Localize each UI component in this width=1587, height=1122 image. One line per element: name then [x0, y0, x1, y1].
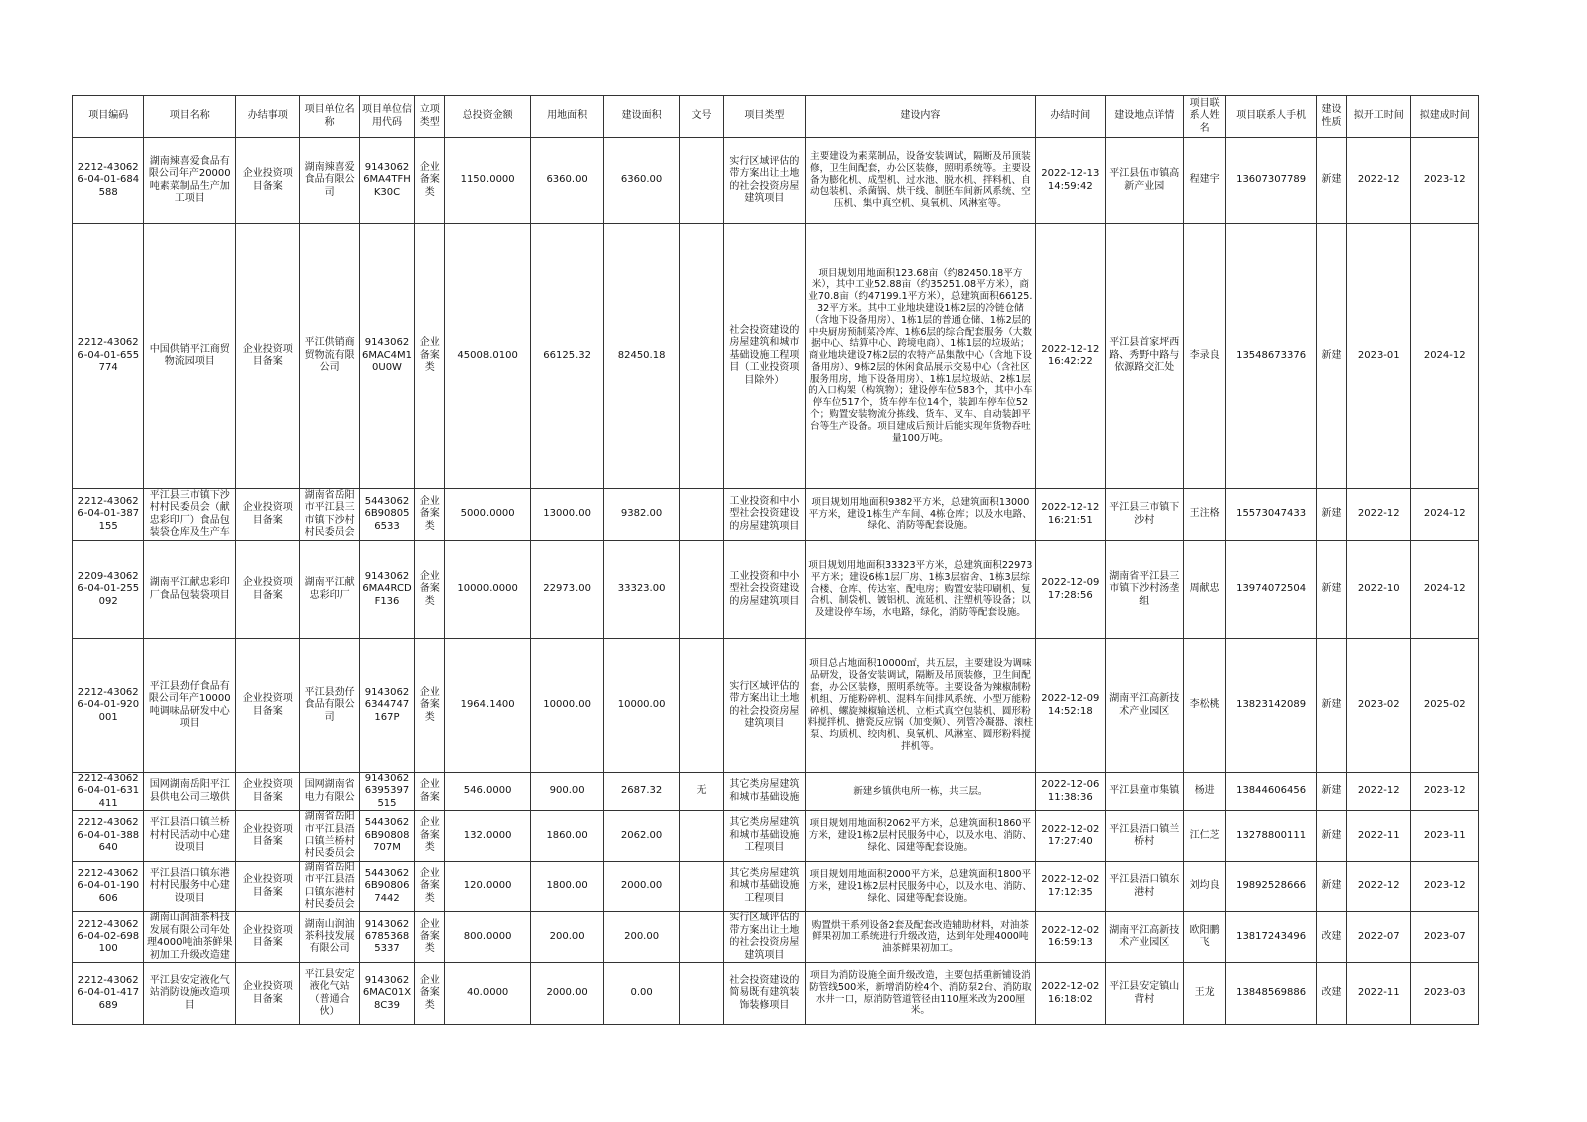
project-type-cell: 实行区域评估的带方案出让土地的社会投资房屋建筑项目	[724, 138, 806, 224]
doc-number-cell	[679, 489, 723, 541]
unit-name-cell: 湖南省岳阳市平江县浯口镇东港村村民委员会	[300, 861, 359, 912]
credit-code-cell: 914306267853685337	[359, 912, 414, 963]
end-date-cell: 2023-12	[1411, 773, 1479, 811]
doc-number-cell	[679, 541, 723, 639]
build-content-cell: 项目为消防设施全面升级改造，主要包括重新铺设消防管线500米，新增消防栓4个、消防泵2台、消防取水井一口，原消防管道管径由110厘米改为200厘米。	[805, 963, 1035, 1025]
handled-matter-cell: 企业投资项目备案	[236, 489, 300, 541]
column-header: 立项类型	[415, 96, 445, 138]
handled-matter-cell: 企业投资项目备案	[236, 773, 300, 811]
contact-phone-cell: 15573047433	[1226, 489, 1317, 541]
project-code-cell: 2212-430626-04-01-190606	[73, 861, 144, 912]
land-area-cell: 22973.00	[530, 541, 603, 639]
build-location-cell: 平江县浯口镇东港村	[1105, 861, 1184, 912]
handled-matter-cell: 企业投资项目备案	[236, 811, 300, 862]
project-code-cell: 2212-430626-04-01-631411	[73, 773, 144, 811]
unit-name-cell: 湖南辣喜爱食品有限公司	[300, 138, 359, 224]
unit-name-cell: 平江县安定液化气站（普通合伙）	[300, 963, 359, 1025]
build-area-cell: 33323.00	[604, 541, 679, 639]
contact-phone-cell: 13844606456	[1226, 773, 1317, 811]
approval-type-cell: 企业备案类	[415, 963, 445, 1025]
build-area-cell: 2000.00	[604, 861, 679, 912]
project-type-cell: 其它类房屋建筑和城市基础设施工程项目	[724, 861, 806, 912]
build-location-cell: 平江县伍市镇高新产业园	[1105, 138, 1184, 224]
build-content-cell: 项目规划用地面积2000平方米，总建筑面积1800平方米，建设1栋2层村民服务中心，以及水电、消防、绿化、园建等配套设施。	[805, 861, 1035, 912]
total-investment-cell: 546.0000	[445, 773, 531, 811]
column-header: 总投资金额	[445, 96, 531, 138]
table-row	[73, 541, 1479, 639]
total-investment-cell: 800.0000	[445, 912, 531, 963]
build-content-cell: 项目总占地面积10000㎡，共五层，主要建设为调味品研发，设备安装调试，隔断及吊顶装修，卫生间配套，办公区装修，照明系统等。主要设备为辣椒制粉机组、万能粉碎机、混料车间排风系统、小型万能粉碎机、螺旋辣椒输送机、立柜式真空包装机、圆形粉料搅拌机、搪瓷反应锅（加变频）、列管冷凝器、滚柱泵、均质机、绞肉机、臭氧机、风淋室、圆形粉料搅拌机等。	[805, 639, 1035, 773]
build-location-cell: 湖南平江高新技术产业园区	[1105, 912, 1184, 963]
land-area-cell: 13000.00	[530, 489, 603, 541]
land-area-cell: 1860.00	[530, 811, 603, 862]
handled-matter-cell: 企业投资项目备案	[236, 224, 300, 489]
credit-code-cell: 91430626395397515	[359, 773, 414, 811]
project-type-cell: 社会投资建设的简易既有建筑装饰装修项目	[724, 963, 806, 1025]
approval-type-cell: 企业备案类	[415, 912, 445, 963]
credit-code-cell: 54430626B908067442	[359, 861, 414, 912]
build-content-cell: 项目规划用地面积9382平方米，总建筑面积13000平方米，建设1栋生产车间、4栋仓库；以及水电路、绿化、消防等配套设施。	[805, 489, 1035, 541]
build-location-cell: 湖南省平江县三市镇下沙村汤垄组	[1105, 541, 1184, 639]
column-header: 建设内容	[805, 96, 1035, 138]
header-row	[73, 96, 1479, 138]
end-date-cell: 2023-11	[1411, 811, 1479, 862]
total-investment-cell: 10000.0000	[445, 541, 531, 639]
build-content-cell: 主要建设为素菜制品，设备安装调试，隔断及吊顶装修，卫生间配套，办公区装修，照明系统等。主要设备为膨化机、成型机、过水池、脱水机、拌料机、自动包装机、杀菌锅、烘干线、制胚车间新风系统、空压机、集中真空机、臭氧机、风淋室等。	[805, 138, 1035, 224]
contact-phone-cell: 13817243496	[1226, 912, 1317, 963]
build-content-cell: 项目规划用地面积33323平方米，总建筑面积22973平方米；建设6栋1层厂房、1栋3层宿舍、1栋3层综合楼、仓库、传达室、配电房；购置安装印刷机、复合机、制袋机、镀铝机、流延机、注塑机等设备；以及建设停车场，水电路，绿化，消防等配套设施。	[805, 541, 1035, 639]
table-row	[73, 773, 1479, 811]
column-header: 项目联系人手机	[1226, 96, 1317, 138]
table-row	[73, 639, 1479, 773]
doc-number-cell	[679, 138, 723, 224]
approval-type-cell: 企业备案	[415, 773, 445, 811]
project-code-cell: 2212-430626-04-01-920001	[73, 639, 144, 773]
project-name-cell: 平江县浯口镇兰桥村村民活动中心建设项目	[144, 811, 236, 862]
contact-name-cell: 欧阳鹏飞	[1184, 912, 1226, 963]
end-date-cell: 2024-12	[1411, 224, 1479, 489]
build-nature-cell: 新建	[1316, 861, 1346, 912]
total-investment-cell: 5000.0000	[445, 489, 531, 541]
contact-phone-cell: 13848569886	[1226, 963, 1317, 1025]
contact-name-cell: 刘均良	[1184, 861, 1226, 912]
handled-matter-cell: 企业投资项目备案	[236, 639, 300, 773]
contact-name-cell: 程建宇	[1184, 138, 1226, 224]
build-area-cell: 200.00	[604, 912, 679, 963]
approval-type-cell: 企业备案类	[415, 224, 445, 489]
total-investment-cell: 40.0000	[445, 963, 531, 1025]
finish-time-cell: 2022-12-02 16:18:02	[1036, 963, 1105, 1025]
start-date-cell: 2022-07	[1347, 912, 1411, 963]
build-area-cell: 0.00	[604, 963, 679, 1025]
build-location-cell: 平江县浯口镇兰桥村	[1105, 811, 1184, 862]
handled-matter-cell: 企业投资项目备案	[236, 963, 300, 1025]
build-content-cell: 项目规划用地面积123.68亩（约82450.18平方米），其中工业52.88亩（约35251.08平方米），商业70.8亩（约47199.1平方米），总建筑面积66125.32平方米。其中工业地块建设1栋2层的冷链仓储（含地下设备用房）、1栋1层的普通仓储、1栋2层的中央厨房预制菜冷库、1栋6层的综合配套服务（大数据中心、结算中心、跨境电商）、1栋1层的垃圾站；商业地块建设7栋2层的农特产品集散中心（含地下设备用房）、9栋2层的休闲食品展示交易中心（含社区服务用房，地下设备用房）、1栋1层垃圾站、2栋1层的入口构架（构筑物）；建设停车位583个，其中小车停车位517个，货车停车位14个，装卸车停车位52个；购置安装物流分拣线、货车、叉车、自动装卸平台等生产设备。项目建成后预计后能实现年货物吞吐量100万吨。	[805, 224, 1035, 489]
project-name-cell: 中国供销平江商贸物流园项目	[144, 224, 236, 489]
column-header: 文号	[679, 96, 723, 138]
column-header: 办结时间	[1036, 96, 1105, 138]
table-row	[73, 489, 1479, 541]
project-type-cell: 工业投资和中小型社会投资建设的房屋建筑项目	[724, 489, 806, 541]
build-area-cell: 2062.00	[604, 811, 679, 862]
table-row	[73, 912, 1479, 963]
project-name-cell: 平江县三市镇下沙村村民委员会（献忠彩印厂）食品包装袋仓库及生产车	[144, 489, 236, 541]
unit-name-cell: 湖南平江献忠彩印厂	[300, 541, 359, 639]
project-code-cell: 2212-430626-04-01-655774	[73, 224, 144, 489]
contact-name-cell: 杨进	[1184, 773, 1226, 811]
start-date-cell: 2022-12	[1347, 489, 1411, 541]
contact-name-cell: 李松桃	[1184, 639, 1226, 773]
contact-name-cell: 周献忠	[1184, 541, 1226, 639]
end-date-cell: 2023-12	[1411, 138, 1479, 224]
build-location-cell: 平江县三市镇下沙村	[1105, 489, 1184, 541]
build-nature-cell: 新建	[1316, 489, 1346, 541]
build-nature-cell: 新建	[1316, 639, 1346, 773]
start-date-cell: 2022-11	[1347, 811, 1411, 862]
build-nature-cell: 新建	[1316, 224, 1346, 489]
project-table	[72, 95, 1479, 1025]
credit-code-cell: 91430626MAC01X8C39	[359, 963, 414, 1025]
column-header: 建设面积	[604, 96, 679, 138]
project-type-cell: 实行区域评估的带方案出让土地的社会投资房屋建筑项目	[724, 912, 806, 963]
total-investment-cell: 45008.0100	[445, 224, 531, 489]
column-header: 项目名称	[144, 96, 236, 138]
build-location-cell: 平江县安定镇山背村	[1105, 963, 1184, 1025]
column-header: 建设性质	[1316, 96, 1346, 138]
finish-time-cell: 2022-12-13 14:59:42	[1036, 138, 1105, 224]
total-investment-cell: 1150.0000	[445, 138, 531, 224]
contact-name-cell: 王注格	[1184, 489, 1226, 541]
finish-time-cell: 2022-12-02 17:12:35	[1036, 861, 1105, 912]
table-row	[73, 224, 1479, 489]
start-date-cell: 2022-10	[1347, 541, 1411, 639]
credit-code-cell: 91430626MA4RCDF136	[359, 541, 414, 639]
column-header: 项目单位信用代码	[359, 96, 414, 138]
land-area-cell: 6360.00	[530, 138, 603, 224]
contact-phone-cell: 13823142089	[1226, 639, 1317, 773]
start-date-cell: 2022-12	[1347, 861, 1411, 912]
project-name-cell: 湖南山润油茶科技发展有限公司年处理4000吨油茶鲜果初加工升级改造建	[144, 912, 236, 963]
contact-phone-cell: 13607307789	[1226, 138, 1317, 224]
build-location-cell: 平江县首家坪西路、秀野中路与依源路交汇处	[1105, 224, 1184, 489]
column-header: 项目编码	[73, 96, 144, 138]
contact-phone-cell: 19892528666	[1226, 861, 1317, 912]
column-header: 项目类型	[724, 96, 806, 138]
total-investment-cell: 1964.1400	[445, 639, 531, 773]
doc-number-cell	[679, 861, 723, 912]
project-name-cell: 平江县安定液化气站消防设施改造项目	[144, 963, 236, 1025]
contact-name-cell: 李录良	[1184, 224, 1226, 489]
project-name-cell: 国网湖南岳阳平江县供电公司三墩供	[144, 773, 236, 811]
finish-time-cell: 2022-12-12 16:42:22	[1036, 224, 1105, 489]
unit-name-cell: 湖南省岳阳市平江县浯口镇兰桥村村民委员会	[300, 811, 359, 862]
doc-number-cell	[679, 224, 723, 489]
approval-type-cell: 企业备案类	[415, 861, 445, 912]
project-name-cell: 平江县浯口镇东港村村民服务中心建设项目	[144, 861, 236, 912]
table-row	[73, 861, 1479, 912]
land-area-cell: 200.00	[530, 912, 603, 963]
finish-time-cell: 2022-12-09 14:52:18	[1036, 639, 1105, 773]
start-date-cell: 2022-12	[1347, 138, 1411, 224]
build-area-cell: 10000.00	[604, 639, 679, 773]
build-location-cell: 平江县童市集镇	[1105, 773, 1184, 811]
credit-code-cell: 54430626B90808707M	[359, 811, 414, 862]
doc-number-cell	[679, 811, 723, 862]
build-content-cell: 项目规划用地面积2062平方米，总建筑面积1860平方米，建设1栋2层村民服务中心，以及水电、消防、绿化、园建等配套设施。	[805, 811, 1035, 862]
project-name-cell: 湖南辣喜爱食品有限公司年产20000吨素菜制品生产加工项目	[144, 138, 236, 224]
handled-matter-cell: 企业投资项目备案	[236, 138, 300, 224]
approval-type-cell: 企业备案类	[415, 541, 445, 639]
end-date-cell: 2023-07	[1411, 912, 1479, 963]
contact-phone-cell: 13548673376	[1226, 224, 1317, 489]
approval-type-cell: 企业备案类	[415, 811, 445, 862]
finish-time-cell: 2022-12-02 16:59:13	[1036, 912, 1105, 963]
column-header: 办结事项	[236, 96, 300, 138]
unit-name-cell: 国网湖南省电力有限公	[300, 773, 359, 811]
approval-type-cell: 企业备案类	[415, 489, 445, 541]
project-type-cell: 社会投资建设的房屋建筑和城市基础设施工程项目（工业投资项目除外）	[724, 224, 806, 489]
build-nature-cell: 新建	[1316, 138, 1346, 224]
credit-code-cell: 91430626344747167P	[359, 639, 414, 773]
build-area-cell: 82450.18	[604, 224, 679, 489]
land-area-cell: 66125.32	[530, 224, 603, 489]
project-code-cell: 2212-430626-04-01-388640	[73, 811, 144, 862]
handled-matter-cell: 企业投资项目备案	[236, 912, 300, 963]
end-date-cell: 2024-12	[1411, 541, 1479, 639]
approval-type-cell: 企业备案类	[415, 138, 445, 224]
credit-code-cell: 54430626B908056533	[359, 489, 414, 541]
start-date-cell: 2023-01	[1347, 224, 1411, 489]
project-code-cell: 2212-430626-04-01-684588	[73, 138, 144, 224]
unit-name-cell: 湖南省岳阳市平江县三市镇下沙村村民委员会	[300, 489, 359, 541]
project-code-cell: 2209-430626-04-01-255092	[73, 541, 144, 639]
column-header: 拟开工时间	[1347, 96, 1411, 138]
column-header: 建设地点详情	[1105, 96, 1184, 138]
land-area-cell: 10000.00	[530, 639, 603, 773]
build-nature-cell: 改建	[1316, 963, 1346, 1025]
project-code-cell: 2212-430626-04-01-417689	[73, 963, 144, 1025]
column-header: 项目联系人姓名	[1184, 96, 1226, 138]
doc-number-cell	[679, 639, 723, 773]
build-area-cell: 6360.00	[604, 138, 679, 224]
project-name-cell: 湖南平江献忠彩印厂食品包装袋项目	[144, 541, 236, 639]
start-date-cell: 2023-02	[1347, 639, 1411, 773]
contact-phone-cell: 13974072504	[1226, 541, 1317, 639]
total-investment-cell: 132.0000	[445, 811, 531, 862]
end-date-cell: 2024-12	[1411, 489, 1479, 541]
contact-name-cell: 江仁芝	[1184, 811, 1226, 862]
land-area-cell: 900.00	[530, 773, 603, 811]
doc-number-cell	[679, 963, 723, 1025]
handled-matter-cell: 企业投资项目备案	[236, 861, 300, 912]
project-name-cell: 平江县劲仔食品有限公司年产10000吨调味品研发中心项目	[144, 639, 236, 773]
project-type-cell: 其它类房屋建筑和城市基础设施	[724, 773, 806, 811]
end-date-cell: 2023-12	[1411, 861, 1479, 912]
project-type-cell: 实行区域评估的带方案出让土地的社会投资房屋建筑项目	[724, 639, 806, 773]
contact-phone-cell: 13278800111	[1226, 811, 1317, 862]
column-header: 用地面积	[530, 96, 603, 138]
build-area-cell: 9382.00	[604, 489, 679, 541]
project-type-cell: 工业投资和中小型社会投资建设的房屋建筑项目	[724, 541, 806, 639]
build-nature-cell: 新建	[1316, 541, 1346, 639]
build-area-cell: 2687.32	[604, 773, 679, 811]
finish-time-cell: 2022-12-02 17:27:40	[1036, 811, 1105, 862]
handled-matter-cell: 企业投资项目备案	[236, 541, 300, 639]
build-nature-cell: 新建	[1316, 773, 1346, 811]
start-date-cell: 2022-12	[1347, 773, 1411, 811]
table-row	[73, 963, 1479, 1025]
finish-time-cell: 2022-12-06 11:38:36	[1036, 773, 1105, 811]
unit-name-cell: 平江供销商贸物流有限公司	[300, 224, 359, 489]
unit-name-cell: 平江县劲仔食品有限公司	[300, 639, 359, 773]
project-code-cell: 2212-430626-04-01-387155	[73, 489, 144, 541]
finish-time-cell: 2022-12-12 16:21:51	[1036, 489, 1105, 541]
end-date-cell: 2025-02	[1411, 639, 1479, 773]
end-date-cell: 2023-03	[1411, 963, 1479, 1025]
doc-number-cell: 无	[679, 773, 723, 811]
build-nature-cell: 改建	[1316, 912, 1346, 963]
column-header: 拟建成时间	[1411, 96, 1479, 138]
table-body	[73, 138, 1479, 1025]
credit-code-cell: 91430626MA4TFHK30C	[359, 138, 414, 224]
total-investment-cell: 120.0000	[445, 861, 531, 912]
doc-number-cell	[679, 912, 723, 963]
unit-name-cell: 湖南山润油茶科技发展有限公司	[300, 912, 359, 963]
table-row	[73, 138, 1479, 224]
project-type-cell: 其它类房屋建筑和城市基础设施工程项目	[724, 811, 806, 862]
build-content-cell: 购置烘干系列设备2套及配套改造辅助材料，对油茶鲜果初加工系统进行升级改造，达到年处理4000吨油茶鲜果初加工。	[805, 912, 1035, 963]
build-location-cell: 湖南平江高新技术产业园区	[1105, 639, 1184, 773]
contact-name-cell: 王龙	[1184, 963, 1226, 1025]
approval-type-cell: 企业备案类	[415, 639, 445, 773]
credit-code-cell: 91430626MAC4M10U0W	[359, 224, 414, 489]
start-date-cell: 2022-11	[1347, 963, 1411, 1025]
build-nature-cell: 新建	[1316, 811, 1346, 862]
finish-time-cell: 2022-12-09 17:28:56	[1036, 541, 1105, 639]
land-area-cell: 2000.00	[530, 963, 603, 1025]
project-code-cell: 2212-430626-04-02-698100	[73, 912, 144, 963]
column-header: 项目单位名称	[300, 96, 359, 138]
build-content-cell: 新建乡镇供电所一栋，共三层。	[805, 773, 1035, 811]
table-row	[73, 811, 1479, 862]
land-area-cell: 1800.00	[530, 861, 603, 912]
